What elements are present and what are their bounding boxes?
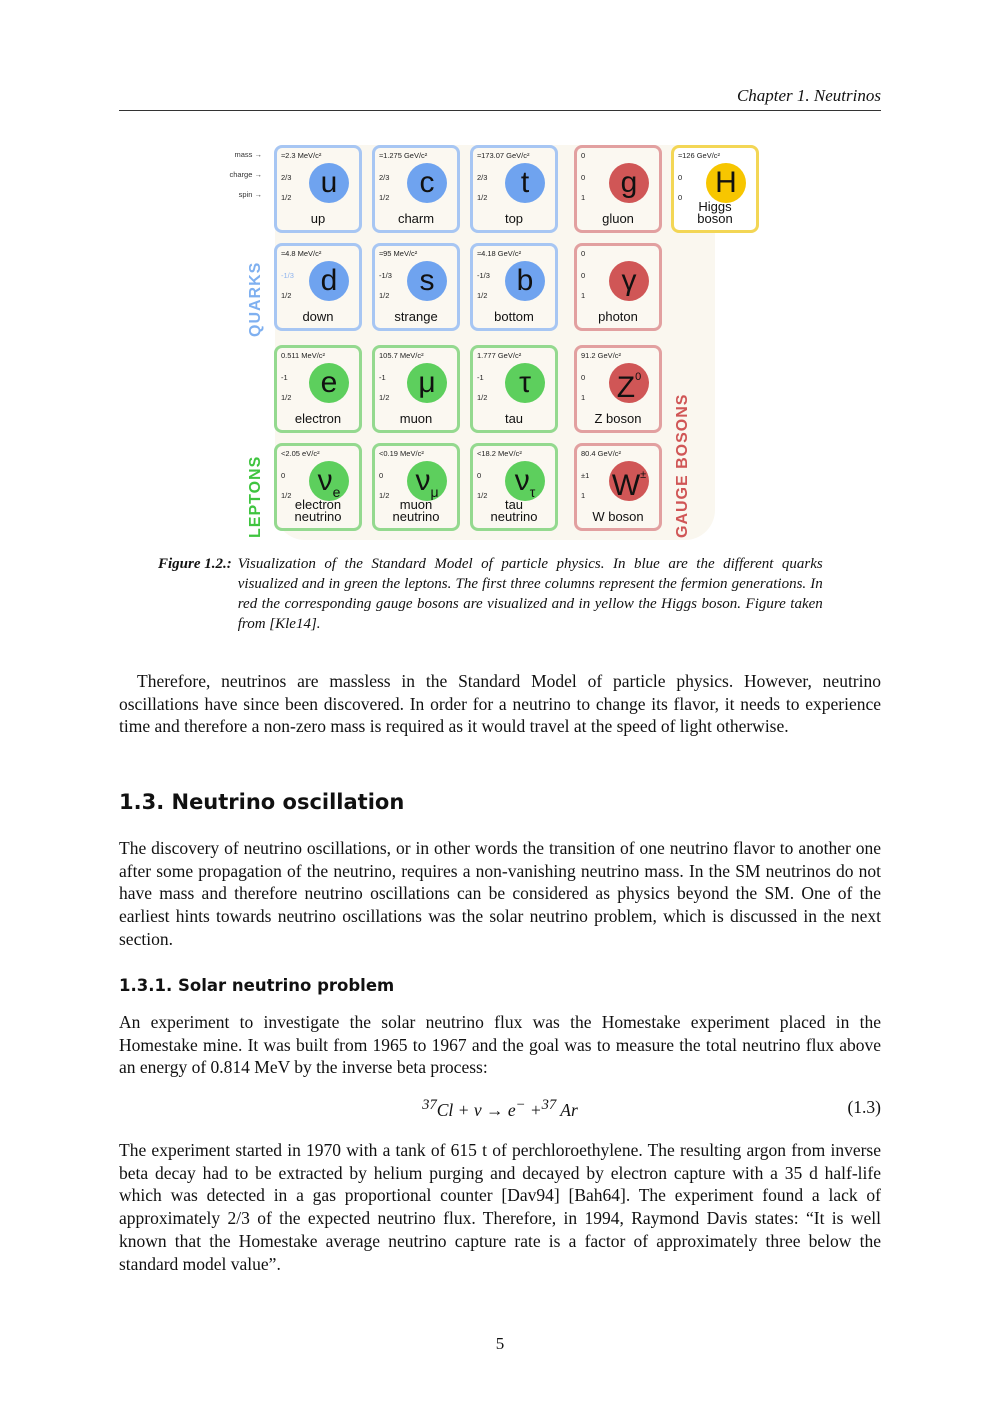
particle-cell [574, 243, 662, 331]
particle-circle [505, 461, 545, 501]
particle-circle [505, 163, 545, 203]
particle-spin: 1/2 [281, 393, 292, 402]
particle-mass: 0 [581, 151, 586, 160]
particle-charge: ±1 [581, 471, 590, 480]
particle-mass: ≈126 GeV/c² [678, 151, 721, 160]
standard-model-figure [230, 140, 790, 545]
particle-symbol: ν [415, 464, 431, 497]
paragraph: Therefore, neutrinos are massless in the Standard Model of particle physics. However, neutrino oscillations have since been discovered. In order for a neutrino to change its flavor, it needs to experience time and therefore a non-zero mass is required as it would travel at the speed of light otherwise. [119, 671, 881, 737]
particle-name: muon neutrino [392, 497, 440, 524]
eq-mass-number: 37 [422, 1097, 437, 1113]
particle-cell [274, 345, 362, 433]
particle-charge: -1/3 [379, 271, 392, 280]
particle-mass: 1.777 GeV/c² [477, 351, 522, 360]
particle-symbol: t [520, 166, 530, 199]
particle-symbol: ν [514, 464, 530, 497]
particle-mass: ≈4.8 MeV/c² [281, 249, 322, 258]
particle-spin: 1/2 [477, 291, 488, 300]
particle-subscript: τ [529, 484, 536, 500]
particle-spin: 1 [581, 193, 586, 202]
eq-charge: − [515, 1097, 526, 1113]
particle-charge: 2/3 [281, 173, 292, 182]
particle-name: up [310, 211, 326, 226]
caption-label: Figure 1.2.: [158, 556, 232, 572]
paragraph: The experiment started in 1970 with a tank of 615 t of perchloroethylene. The resulting argon from inverse beta decay had to be extracted by helium purging and decayed by electron capture with a 35 d half-life which was detected in a gas proportional counter [Dav94] [Bah64]. The experiment found a lack of approximately 2/3 of the expected neutrino flux. Therefore, in 1994, Raymond Davis states: “It is well known that the Homestake average neutrino capture rate is a factor of approximately three below the standard model value”. [119, 1140, 881, 1274]
particle-cell [274, 443, 362, 531]
particle-circle [309, 461, 349, 501]
page-number: 5 [495, 1334, 505, 1353]
particle-name: bottom [494, 309, 534, 324]
particle-name: top [504, 211, 524, 226]
particle-mass: ≈4.18 GeV/c² [477, 249, 522, 258]
section-heading: 1.3. Neutrino oscillation [119, 790, 405, 814]
particle-circle [505, 261, 545, 301]
particle-charge: 2/3 [379, 173, 390, 182]
particle-circle [609, 163, 649, 203]
particle-spin: 1 [581, 491, 586, 500]
equation [119, 1097, 881, 1121]
particle-charge: 0 [477, 471, 482, 480]
particle-name: strange [394, 309, 438, 324]
particle-mass: ≈2.3 MeV/c² [281, 151, 322, 160]
spin-label: spin → [238, 190, 262, 199]
particle-charge: -1 [477, 373, 484, 382]
mass-label: mass → [234, 150, 262, 159]
particle-subscript: e [332, 484, 341, 500]
charge-label: charge → [229, 170, 262, 179]
particle-cell [671, 145, 759, 233]
running-header: Chapter 1. Neutrinos [119, 86, 881, 111]
equation-number: (1.3) [847, 1097, 881, 1117]
particle-symbol: W [611, 469, 641, 502]
particle-spin: 1/2 [379, 393, 390, 402]
particle-cell [470, 443, 558, 531]
particle-charge: -1/3 [477, 271, 490, 280]
particle-cell [372, 145, 460, 233]
particle-symbol: μ [418, 366, 436, 399]
particle-cell [372, 345, 460, 433]
particle-symbol: ν [317, 464, 333, 497]
particle-charge: 2/3 [477, 173, 488, 182]
particle-spin: 1 [581, 291, 586, 300]
particle-symbol: τ [519, 366, 531, 399]
particle-symbol: g [620, 166, 638, 199]
particle-spin: 1/2 [477, 193, 488, 202]
particle-symbol: u [320, 166, 338, 199]
eq-lhs: Cl + ν → e [436, 1099, 516, 1120]
eq-rhs: Ar [556, 1099, 578, 1120]
eq-plus: + [525, 1099, 542, 1120]
particle-symbol: H [715, 166, 737, 199]
particle-circle [309, 163, 349, 203]
particle-circle [309, 363, 349, 403]
particle-name: gluon [602, 211, 634, 226]
paragraph: An experiment to investigate the solar neutrino flux was the Homestake experiment placed in the Homestake mine. It was built from 1965 to 1967 and the goal was to measure the total neutrino flux above an energy of 0.814 MeV by the inverse beta process: [119, 1012, 881, 1078]
particle-symbol: e [320, 366, 338, 399]
quarks-label: QUARKS [247, 261, 264, 337]
particle-superscript: ± [640, 469, 647, 481]
particle-spin: 1/2 [281, 291, 292, 300]
particle-name: tau neutrino [490, 497, 538, 524]
particle-name: down [302, 309, 334, 324]
particle-symbol: d [320, 264, 338, 297]
particle-circle [407, 461, 447, 501]
particle-name: photon [598, 309, 638, 324]
particle-name: electron neutrino [294, 497, 342, 524]
particle-name: charm [397, 211, 435, 226]
particle-circle [609, 363, 649, 403]
particle-name: muon [399, 411, 433, 426]
particle-circle [407, 163, 447, 203]
particle-cell [574, 443, 662, 531]
particle-charge: -1/3 [281, 271, 294, 280]
particle-mass: ≈1.275 GeV/c² [379, 151, 428, 160]
particle-charge: 0 [581, 173, 586, 182]
particle-cell [274, 243, 362, 331]
particle-cell [470, 243, 558, 331]
particle-circle [609, 261, 649, 301]
eq-mass-number: 37 [541, 1097, 557, 1113]
particle-circle [609, 461, 649, 501]
particle-cell [372, 443, 460, 531]
particle-superscript: 0 [635, 371, 642, 383]
particle-name: W boson [592, 509, 644, 524]
particle-spin: 1/2 [379, 193, 390, 202]
particle-mass: 0.511 MeV/c² [281, 351, 326, 360]
particle-spin: 1/2 [281, 193, 292, 202]
particle-name: electron [294, 411, 342, 426]
particle-circle [706, 163, 746, 203]
particle-cell [372, 243, 460, 331]
particle-spin: 1/2 [477, 491, 488, 500]
particle-mass: 0 [581, 249, 586, 258]
gauge-bosons-label: GAUGE BOSONS [674, 393, 691, 538]
particle-circle [407, 261, 447, 301]
particle-cell [274, 145, 362, 233]
particle-symbol: b [516, 264, 534, 297]
particle-mass: 105.7 MeV/c² [379, 351, 424, 360]
particle-circle [505, 363, 545, 403]
particle-charge: 0 [581, 373, 586, 382]
particle-symbol: Z [616, 371, 636, 404]
particle-subscript: μ [430, 484, 439, 500]
particle-spin: 1/2 [379, 291, 390, 300]
caption-text: Visualization of the Standard Model of particle physics. In blue are the different quarks visualized and in green the leptons. The first three columns represent the fermion generations. In red the corresponding gauge bosons are visualized and in yellow the Higgs boson. Figure taken from [Kle14]. [237, 556, 823, 632]
particle-mass: <0.19 MeV/c² [379, 449, 424, 458]
particle-cell [470, 345, 558, 433]
particle-spin: 1/2 [281, 491, 292, 500]
particle-mass: 91.2 GeV/c² [581, 351, 622, 360]
particle-cell [470, 145, 558, 233]
particle-charge: -1 [379, 373, 386, 382]
particle-charge: 0 [379, 471, 384, 480]
paragraph: The discovery of neutrino oscillations, or in other words the transition of one neutrino flavor to another one after some propagation of the neutrino, requires a non-vanishing neutrino mass. In the SM neutrinos do not have mass and therefore neutrino oscillations can be considered as physics beyond the SM. One of the earliest hints towards neutrino oscillations was the solar neutrino problem, which is discussed in the next section. [119, 838, 881, 949]
particle-spin: 1 [581, 393, 586, 402]
particle-cell [574, 345, 662, 433]
particle-charge: 0 [678, 173, 683, 182]
particle-charge: 0 [281, 471, 286, 480]
particle-symbol: c [419, 166, 435, 199]
particle-symbol: γ [621, 264, 637, 297]
particle-name: tau [504, 411, 524, 426]
particle-circle [309, 261, 349, 301]
particle-spin: 0 [678, 193, 683, 202]
particle-cell [574, 145, 662, 233]
particle-mass: 80.4 GeV/c² [581, 449, 622, 458]
particle-mass: ≈95 MeV/c² [379, 249, 418, 258]
particle-name: Higgs boson [697, 199, 733, 226]
particle-name: Z boson [594, 411, 642, 426]
figure-caption [158, 554, 848, 634]
leptons-label: LEPTONS [247, 455, 264, 538]
particle-mass: <2.05 eV/c² [281, 449, 320, 458]
particle-spin: 1/2 [379, 491, 390, 500]
particle-mass: <18.2 MeV/c² [477, 449, 522, 458]
particle-symbol: s [419, 264, 435, 297]
particle-charge: -1 [281, 373, 288, 382]
particle-circle [407, 363, 447, 403]
particle-mass: ≈173.07 GeV/c² [477, 151, 530, 160]
subsection-heading: 1.3.1. Solar neutrino problem [119, 976, 395, 995]
particle-charge: 0 [581, 271, 586, 280]
particle-spin: 1/2 [477, 393, 488, 402]
